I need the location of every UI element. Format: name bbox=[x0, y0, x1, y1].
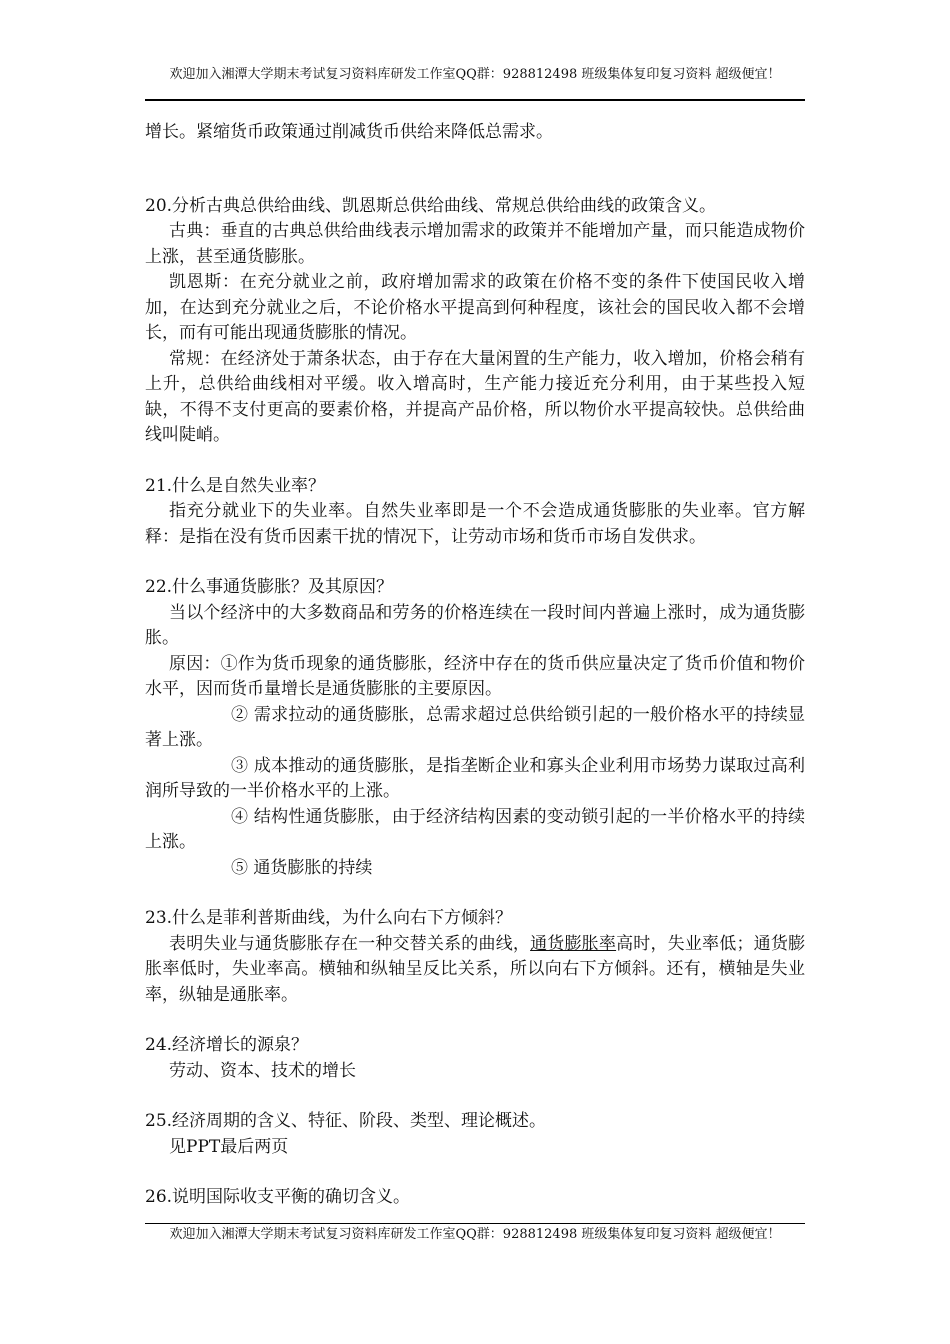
intro-paragraph: 增长。紧缩货币政策通过削减货币供给来降低总需求。 bbox=[145, 122, 553, 142]
q22-cause-5: ⑤ 通货膨胀的持续 bbox=[231, 857, 373, 878]
q24-title: 24.经济增长的源泉？ bbox=[145, 1035, 309, 1055]
page-footer: 欢迎加入湘潭大学期末考试复习资料库研发工作室QQ群：928812498 班级集体复印复习资料 超级便宜！ bbox=[169, 1227, 781, 1242]
q22-cause-2: ② 需求拉动的通货膨胀，总需求超过总供给锁引起的一般价格水平的持续显著上涨。 bbox=[145, 704, 805, 750]
document-body bbox=[145, 120, 805, 1211]
q21-answer: 指充分就业下的失业率。自然失业率即是一个不会造成通货膨胀的失业率。官方解释：是指在没有货币因素干扰的情况下，让劳动市场和货币市场自发供求。 bbox=[145, 501, 805, 547]
q23-underlined-term: 通货膨胀率 bbox=[530, 933, 617, 954]
q26-title: 26.说明国际收支平衡的确切含义。 bbox=[145, 1187, 411, 1207]
q22-cause-3: ③ 成本推动的通货膨胀，是指垄断企业和寡头企业利用市场势力谋取过高利润所导致的一半价格水平的上涨。 bbox=[145, 755, 805, 801]
q25-title: 25.经济周期的含义、特征、阶段、类型、理论概述。 bbox=[145, 1111, 547, 1131]
footer-rule bbox=[145, 1223, 805, 1224]
q23-title: 23.什么是菲利普斯曲线，为什么向右下方倾斜？ bbox=[145, 908, 513, 928]
q21-title: 21.什么是自然失业率？ bbox=[145, 475, 326, 496]
q24-answer: 劳动、资本、技术的增长 bbox=[169, 1060, 356, 1081]
q22-title: 22.什么事通货膨胀？及其原因？ bbox=[145, 577, 394, 597]
q22-definition: 当以个经济中的大多数商品和劳务的价格连续在一段时间内普遍上涨时，成为通货膨胀。 bbox=[145, 602, 805, 648]
q23-answer bbox=[145, 932, 805, 1009]
q23-answer-part2: 高时，失业率低；通货膨胀率低时，失业率高。横轴和纵轴呈反比关系，所以向右下方倾斜。还有，横轴是失业率，纵轴是通胀率。 bbox=[145, 933, 806, 1005]
header-rule bbox=[145, 99, 805, 101]
q20-keynesian: 凯恩斯：在充分就业之前，政府增加需求的政策在价格不变的条件下使国民收入增加，在达到充分就业之后，不论价格水平提高到何种程度，该社会的国民收入都不会增长，而有可能出现通货膨胀的情况。 bbox=[145, 272, 805, 343]
q20-conventional: 常规：在经济处于萧条状态，由于存在大量闲置的生产能力，收入增加，价格会稍有上升，总供给曲线相对平缓。收入增高时，生产能力接近充分利用，由于某些投入短缺，不得不支付更高的要素价格，并提高产品价格，所以物价水平提高较快。总供给曲线叫陡峭。 bbox=[145, 348, 805, 445]
q20-title: 20.分析古典总供给曲线、凯恩斯总供给曲线、常规总供给曲线的政策含义。 bbox=[145, 195, 717, 216]
q22-cause-4: ④ 结构性通货膨胀，由于经济结构因素的变动锁引起的一半价格水平的持续上涨。 bbox=[145, 806, 805, 852]
q25-answer: 见PPT最后两页 bbox=[169, 1136, 289, 1157]
q22-cause-1: 原因：①作为货币现象的通货膨胀，经济中存在的货币供应量决定了货币价值和物价水平，因而货币量增长是通货膨胀的主要原因。 bbox=[145, 653, 805, 699]
q23-answer-part1: 表明失业与通货膨胀存在一种交替关系的曲线， bbox=[169, 933, 531, 954]
page-header: 欢迎加入湘潭大学期末考试复习资料库研发工作室QQ群：928812498 班级集体复印复习资料 超级便宜！ bbox=[169, 67, 781, 82]
q20-classical: 古典：垂直的古典总供给曲线表示增加需求的政策并不能增加产量，而只能造成物价上涨，甚至通货膨胀。 bbox=[145, 221, 805, 267]
